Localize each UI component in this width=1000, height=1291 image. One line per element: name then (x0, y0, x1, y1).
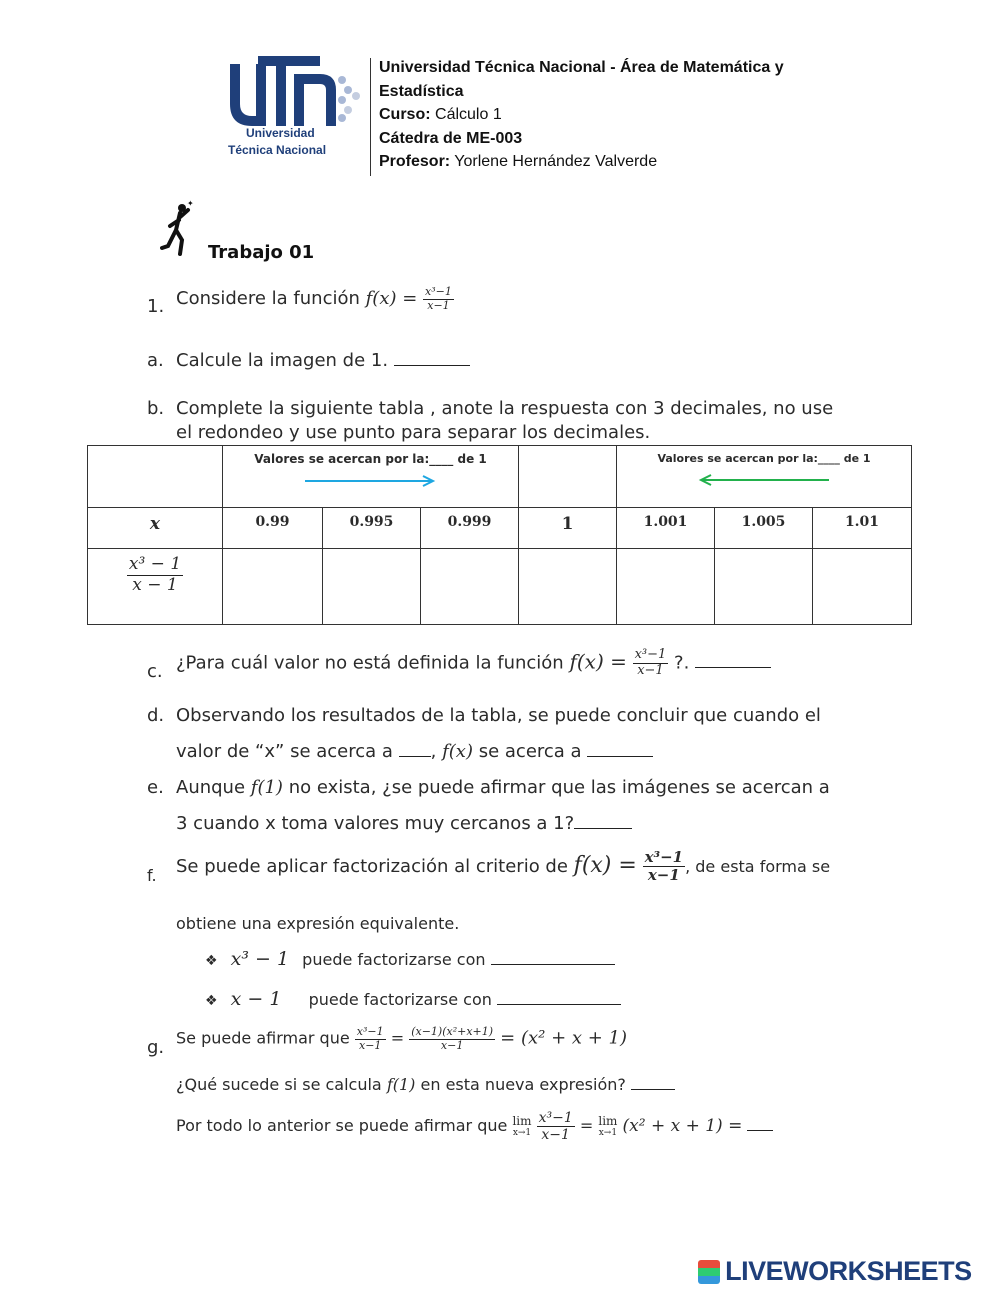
header-line-1: Universidad Técnica Nacional - Área de Matemática y (379, 59, 784, 76)
x-value: 0.999 (421, 508, 519, 549)
answer-blank[interactable] (631, 1089, 675, 1090)
answer-blank[interactable] (574, 828, 632, 829)
header-curso: Curso: Cálculo 1 (379, 106, 502, 123)
x-value: 0.99 (223, 508, 323, 549)
logo-subtitle-2: Técnica Nacional (228, 143, 327, 157)
qb-line2: el redondeo y use punto para separar los decimales. (176, 422, 651, 443)
arrow-right-icon (303, 474, 438, 488)
answer-blank[interactable] (695, 667, 771, 668)
answer-cell[interactable] (813, 549, 912, 625)
right-approach-header: Valores se acercan por la:____ de 1 (617, 446, 912, 508)
utn-logo (226, 52, 361, 162)
x-value: 1 (519, 508, 617, 549)
answer-blank[interactable] (491, 964, 615, 965)
answer-cell[interactable] (323, 549, 421, 625)
answer-cell[interactable] (519, 549, 617, 625)
qa-text: Calcule la imagen de 1. (176, 350, 470, 371)
answer-blank[interactable] (587, 756, 653, 757)
diamond-bullet-icon: ❖ (205, 953, 218, 969)
qd-line1: Observando los resultados de la tabla, se puede concluir que cuando el (176, 705, 821, 726)
logo-subtitle-1: Universidad (246, 126, 315, 140)
left-approach-header: Valores se acercan por la:____ de 1 (223, 446, 519, 508)
qf-line1: Se puede aplicar factorización al criterio de f(x) = $\frac{\text{x³−1}}{x-1}$ , de esta forma se (176, 848, 831, 885)
values-table (87, 445, 912, 625)
qc-text: ¿Para cuál valor no está definida la función f(x) = $\frac{\text{x³−1}}{x-1}$ ?. (176, 648, 771, 679)
answer-cell[interactable] (421, 549, 519, 625)
qb-label: b. (147, 398, 165, 419)
qf-label: f. (147, 866, 157, 885)
answer-cell[interactable] (223, 549, 323, 625)
qe-line1: Aunque f(1) no exista, ¿se puede afirmar que las imágenes se acercan a (176, 777, 830, 798)
utn-logo-mark (226, 52, 361, 132)
x-value: 1.005 (715, 508, 813, 549)
liveworksheets-logo: LIVEWORKSHEETS (698, 1256, 972, 1287)
q1-number: 1. (147, 296, 165, 317)
header-catedra: Cátedra de ME-003 (379, 130, 523, 147)
qe-line2: 3 cuando x toma valores muy cercanos a 1? (176, 813, 632, 834)
q1-text: Considere la función f(x) = $\frac{\text{x³−1}}{x-1}$ (176, 285, 452, 312)
answer-cell[interactable] (715, 549, 813, 625)
header-profesor: Profesor: Yorlene Hernández Valverde (379, 153, 658, 170)
arrow-left-icon (697, 473, 832, 487)
x-row-label: x (88, 508, 223, 549)
answer-cell[interactable] (617, 549, 715, 625)
x-value: 0.995 (323, 508, 421, 549)
answer-blank[interactable] (747, 1130, 773, 1131)
qe-label: e. (147, 777, 164, 798)
qf-line2: obtiene una expresión equivalente. (176, 914, 460, 933)
qd-line2: valor de “x” se acerca a , f(x) se acerca a (176, 741, 653, 762)
qg-line3: Por todo lo anterior se puede afirmar que lim x→1 $\frac{\text{x³−1}}{x-1}$ = lim x→1 (x² + x + 1) = (176, 1110, 773, 1143)
answer-blank[interactable] (394, 365, 470, 366)
svg-text:✦: ✦ (187, 199, 194, 208)
qg-label: g. (147, 1037, 165, 1058)
answer-blank[interactable] (399, 756, 431, 757)
runner-icon (160, 198, 196, 256)
qd-label: d. (147, 705, 165, 726)
fx-row-label: $\frac{\text{x³ − 1}}{x - 1}$ (88, 549, 223, 625)
bullet-item: ❖ x − 1 puede factorizarse con (205, 988, 621, 1010)
liveworksheets-icon (698, 1260, 720, 1284)
header-divider (370, 58, 371, 176)
worksheet-title: Trabajo 01 (208, 242, 315, 263)
qc-label: c. (147, 661, 163, 682)
qa-label: a. (147, 350, 164, 371)
qg-line1: Se puede afirmar que $\frac{\text{x³−1}}{x-1}$ = $\frac{\text{(x−1)(x²+x+1)}}{x-1}$ = (x² + x + 1) (176, 1025, 628, 1052)
qg-line2: ¿Qué sucede si se calcula f(1) en esta nueva expresión? (176, 1075, 675, 1094)
x-value: 1.001 (617, 508, 715, 549)
bullet-item: ❖ x³ − 1 puede factorizarse con (205, 948, 615, 970)
diamond-bullet-icon: ❖ (205, 993, 218, 1009)
answer-blank[interactable] (497, 1004, 621, 1005)
x-value: 1.01 (813, 508, 912, 549)
qb-line1: Complete la siguiente tabla , anote la respuesta con 3 decimales, no use (176, 398, 834, 419)
header-line-2: Estadística (379, 83, 464, 100)
